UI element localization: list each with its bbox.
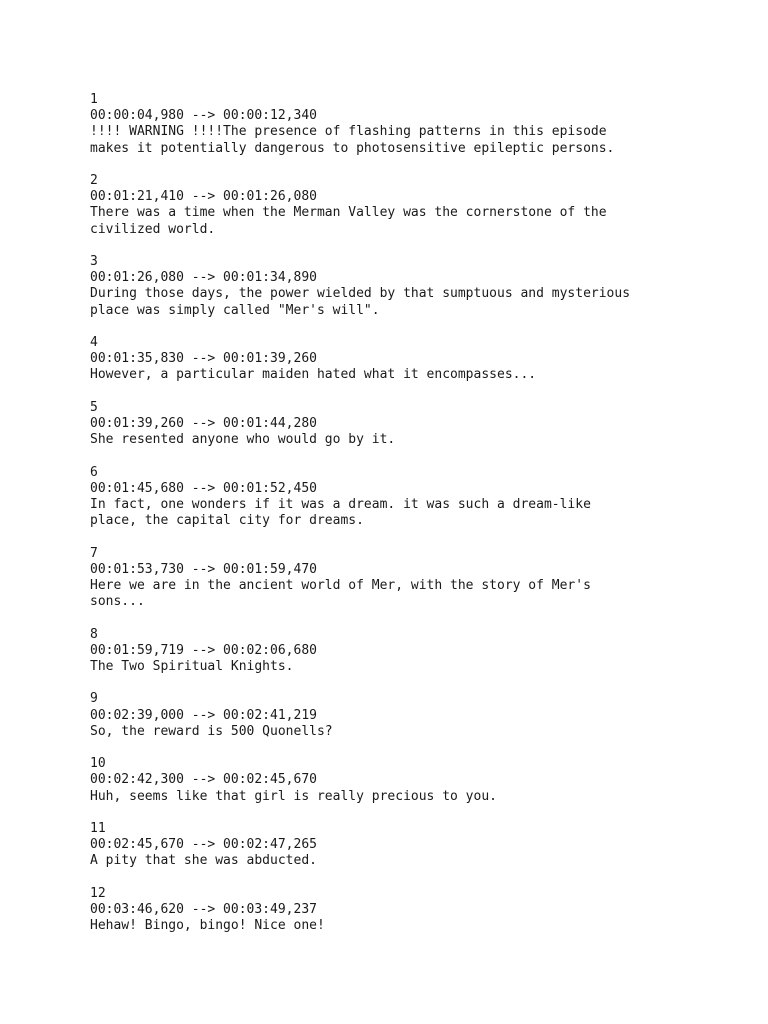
cue-text-line: During those days, the power wielded by that sumptuous and mysterious [90,286,631,302]
subtitle-cue [90,335,750,384]
cue-timing: 00:01:39,260 --> 00:01:44,280 [90,416,317,431]
subtitle-cue [90,691,750,740]
subtitle-cue [90,400,750,449]
subtitle-cue [90,886,750,935]
cue-text-line: Hehaw! Bingo, bingo! Nice one! [90,918,325,934]
subtitle-cue [90,821,750,870]
cue-index: 6 [90,464,98,480]
cue-index: 12 [90,885,106,901]
cue-text-line: Huh, seems like that girl is really precious to you. [90,788,497,804]
cue-index: 9 [90,691,98,707]
cue-text-line: So, the reward is 500 Quonells? [90,723,333,739]
cue-text-line: She resented anyone who would go by it. [90,432,396,448]
cue-index: 8 [90,626,98,642]
subtitle-cue [90,756,750,805]
cue-timing: 00:03:46,620 --> 00:03:49,237 [90,901,317,917]
cue-text-line: sons... [90,594,145,610]
cue-timing: 00:00:04,980 --> 00:00:12,340 [90,108,317,124]
cue-timing: 00:01:35,830 --> 00:01:39,260 [90,351,317,367]
cue-text-line: A pity that she was abducted. [90,853,317,869]
subtitle-cue [90,254,750,319]
cue-text-line: place, the capital city for dreams. [90,513,364,529]
subtitle-cue [90,92,750,157]
cue-timing: 00:01:53,730 --> 00:01:59,470 [90,561,317,577]
cue-index: 4 [90,335,98,350]
subtitle-cue [90,627,750,676]
cue-timing: 00:01:26,080 --> 00:01:34,890 [90,270,317,286]
cue-index: 10 [90,756,106,772]
cue-text-line: civilized world. [90,221,216,237]
subtitle-cue [90,173,750,238]
cue-index: 5 [90,399,98,415]
cue-text-line: Here we are in the ancient world of Mer, with the story of Mer's [90,578,591,593]
cue-index: 3 [90,254,98,269]
cue-timing: 00:01:45,680 --> 00:01:52,450 [90,480,317,496]
cue-text-line: However, a particular maiden hated what it encompasses... [90,367,537,383]
cue-text-line: !!!! WARNING !!!!The presence of flashing patterns in this episode [90,124,607,140]
cue-index: 7 [90,545,98,561]
cue-text-line: The Two Spiritual Knights. [90,659,294,674]
cue-index: 11 [90,820,106,836]
cue-index: 1 [90,92,98,107]
cue-text-line: In fact, one wonders if it was a dream. it was such a dream-like [90,497,591,512]
subtitle-cue-list [90,92,750,951]
subtitle-cue [90,465,750,530]
subtitle-cue [90,546,750,611]
cue-text-line: makes it potentially dangerous to photosensitive epileptic persons. [90,140,615,156]
cue-timing: 00:01:59,719 --> 00:02:06,680 [90,642,317,658]
cue-timing: 00:02:39,000 --> 00:02:41,219 [90,707,317,723]
cue-text-line: place was simply called "Mer's will". [90,302,380,318]
cue-timing: 00:02:45,670 --> 00:02:47,265 [90,837,317,853]
cue-index: 2 [90,173,98,188]
cue-timing: 00:02:42,300 --> 00:02:45,670 [90,772,317,788]
cue-timing: 00:01:21,410 --> 00:01:26,080 [90,189,317,205]
cue-text-line: There was a time when the Merman Valley was the cornerstone of the [90,205,607,221]
